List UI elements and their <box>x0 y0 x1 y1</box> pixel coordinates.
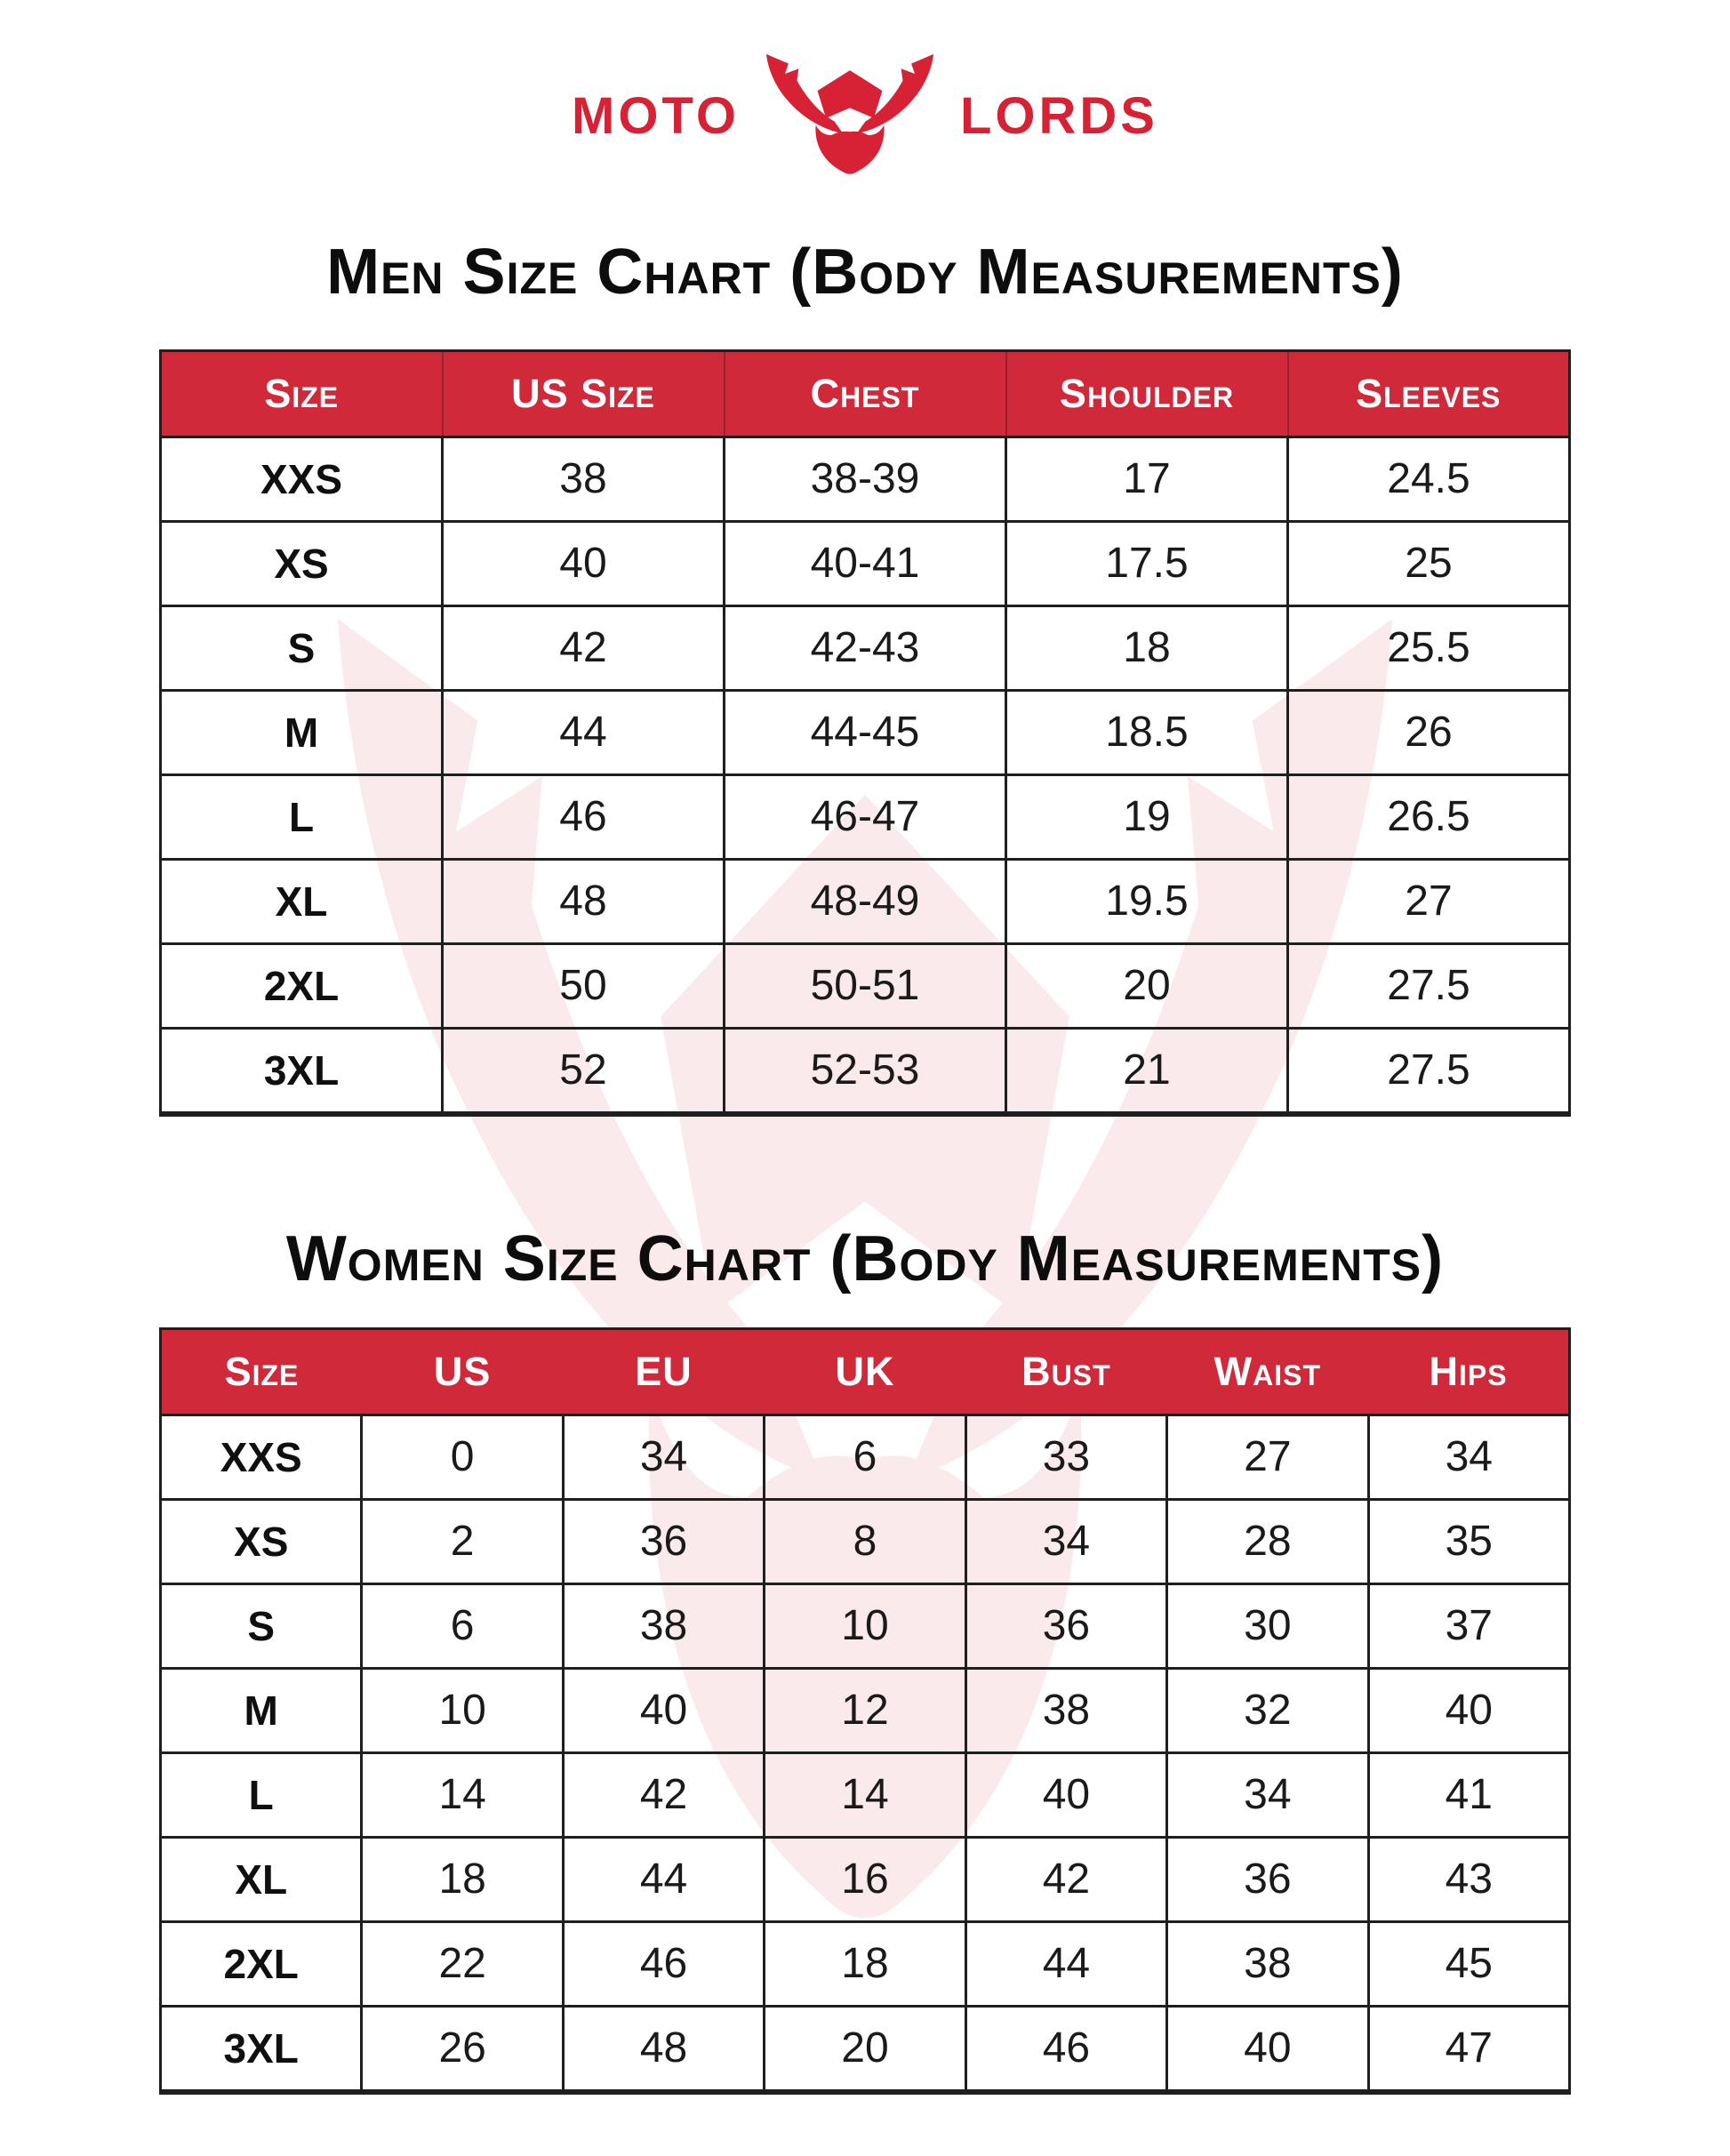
table-row <box>161 859 1570 943</box>
value-cell: 37 <box>1368 1583 1569 1668</box>
value-cell: 20 <box>1006 943 1288 1028</box>
women-size-table <box>159 1327 1571 2095</box>
bull-head-icon <box>763 52 937 180</box>
size-cell: 3XL <box>161 2006 362 2092</box>
value-cell: 16 <box>765 1837 965 1921</box>
column-header: Sleeves <box>1288 350 1570 437</box>
column-header: Waist <box>1167 1328 1368 1415</box>
column-header: Bust <box>965 1328 1166 1415</box>
size-cell: XS <box>161 521 443 605</box>
value-cell: 52 <box>443 1028 725 1114</box>
table-row <box>161 1415 1570 1499</box>
men-chart-title: Men Size Chart (Body Measurements) <box>326 236 1404 308</box>
value-cell: 38-39 <box>725 437 1006 521</box>
value-cell: 42-43 <box>725 605 1006 690</box>
women-table-body <box>161 1415 1570 2092</box>
column-header: Chest <box>725 350 1006 437</box>
value-cell: 48-49 <box>725 859 1006 943</box>
value-cell: 52-53 <box>725 1028 1006 1114</box>
value-cell: 48 <box>443 859 725 943</box>
table-row <box>161 1752 1570 1837</box>
value-cell: 40 <box>563 1668 764 1752</box>
value-cell: 18 <box>765 1921 965 2006</box>
value-cell: 12 <box>765 1668 965 1752</box>
value-cell: 36 <box>965 1583 1166 1668</box>
value-cell: 30 <box>1167 1583 1368 1668</box>
value-cell: 34 <box>1368 1415 1569 1499</box>
value-cell: 20 <box>765 2006 965 2092</box>
value-cell: 6 <box>765 1415 965 1499</box>
value-cell: 21 <box>1006 1028 1288 1114</box>
table-row <box>161 1028 1570 1114</box>
value-cell: 27.5 <box>1288 943 1570 1028</box>
value-cell: 6 <box>362 1583 563 1668</box>
value-cell: 42 <box>443 605 725 690</box>
size-cell: XXS <box>161 437 443 521</box>
value-cell: 38 <box>965 1668 1166 1752</box>
table-row <box>161 1499 1570 1583</box>
value-cell: 50-51 <box>725 943 1006 1028</box>
size-cell: XS <box>161 1499 362 1583</box>
value-cell: 18 <box>1006 605 1288 690</box>
value-cell: 46 <box>443 774 725 859</box>
size-cell: M <box>161 690 443 774</box>
header-row <box>161 1328 1570 1415</box>
value-cell: 42 <box>965 1837 1166 1921</box>
size-cell: L <box>161 1752 362 1837</box>
value-cell: 44 <box>965 1921 1166 2006</box>
value-cell: 40 <box>965 1752 1166 1837</box>
value-cell: 17 <box>1006 437 1288 521</box>
logo-word-moto: MOTO <box>572 86 740 145</box>
column-header: Hips <box>1368 1328 1569 1415</box>
column-header: Shoulder <box>1006 350 1288 437</box>
value-cell: 24.5 <box>1288 437 1570 521</box>
value-cell: 38 <box>1167 1921 1368 2006</box>
value-cell: 0 <box>362 1415 563 1499</box>
value-cell: 35 <box>1368 1499 1569 1583</box>
table-row <box>161 437 1570 521</box>
value-cell: 42 <box>563 1752 764 1837</box>
size-cell: 2XL <box>161 943 443 1028</box>
value-cell: 25.5 <box>1288 605 1570 690</box>
size-cell: S <box>161 1583 362 1668</box>
value-cell: 17.5 <box>1006 521 1288 605</box>
value-cell: 40 <box>1167 2006 1368 2092</box>
size-cell: 3XL <box>161 1028 443 1114</box>
column-header: US <box>362 1328 563 1415</box>
size-cell: L <box>161 774 443 859</box>
value-cell: 26 <box>1288 690 1570 774</box>
value-cell: 48 <box>563 2006 764 2092</box>
value-cell: 41 <box>1368 1752 1569 1837</box>
value-cell: 14 <box>765 1752 965 1837</box>
table-row <box>161 943 1570 1028</box>
value-cell: 2 <box>362 1499 563 1583</box>
value-cell: 44 <box>443 690 725 774</box>
value-cell: 19.5 <box>1006 859 1288 943</box>
value-cell: 40-41 <box>725 521 1006 605</box>
value-cell: 44-45 <box>725 690 1006 774</box>
logo-word-lords: LORDS <box>959 86 1158 145</box>
table-row <box>161 1668 1570 1752</box>
size-cell: XXS <box>161 1415 362 1499</box>
men-table-body <box>161 437 1570 1114</box>
value-cell: 14 <box>362 1752 563 1837</box>
size-cell: 2XL <box>161 1921 362 2006</box>
value-cell: 27.5 <box>1288 1028 1570 1114</box>
value-cell: 34 <box>1167 1752 1368 1837</box>
value-cell: 18 <box>362 1837 563 1921</box>
women-table-header <box>161 1328 1570 1415</box>
men-size-table <box>159 349 1571 1117</box>
value-cell: 38 <box>443 437 725 521</box>
table-row <box>161 1837 1570 1921</box>
brand-logo <box>0 0 1730 180</box>
table-row <box>161 1921 1570 2006</box>
women-chart-title: Women Size Chart (Body Measurements) <box>285 1222 1445 1294</box>
value-cell: 44 <box>563 1837 764 1921</box>
value-cell: 40 <box>1368 1668 1569 1752</box>
value-cell: 26.5 <box>1288 774 1570 859</box>
column-header: Size <box>161 1328 362 1415</box>
table-row <box>161 774 1570 859</box>
value-cell: 19 <box>1006 774 1288 859</box>
table-row <box>161 2006 1570 2092</box>
size-cell: XL <box>161 1837 362 1921</box>
size-cell: M <box>161 1668 362 1752</box>
value-cell: 27 <box>1167 1415 1368 1499</box>
column-header: US Size <box>443 350 725 437</box>
value-cell: 40 <box>443 521 725 605</box>
value-cell: 22 <box>362 1921 563 2006</box>
column-header: EU <box>563 1328 764 1415</box>
value-cell: 27 <box>1288 859 1570 943</box>
value-cell: 47 <box>1368 2006 1569 2092</box>
men-table-header <box>161 350 1570 437</box>
value-cell: 26 <box>362 2006 563 2092</box>
size-cell: S <box>161 605 443 690</box>
value-cell: 43 <box>1368 1837 1569 1921</box>
value-cell: 34 <box>965 1499 1166 1583</box>
value-cell: 34 <box>563 1415 764 1499</box>
size-cell: XL <box>161 859 443 943</box>
value-cell: 46 <box>965 2006 1166 2092</box>
value-cell: 32 <box>1167 1668 1368 1752</box>
value-cell: 50 <box>443 943 725 1028</box>
table-row <box>161 690 1570 774</box>
value-cell: 36 <box>563 1499 764 1583</box>
value-cell: 8 <box>765 1499 965 1583</box>
value-cell: 46-47 <box>725 774 1006 859</box>
header-row <box>161 350 1570 437</box>
column-header: Size <box>161 350 443 437</box>
value-cell: 10 <box>765 1583 965 1668</box>
value-cell: 28 <box>1167 1499 1368 1583</box>
value-cell: 18.5 <box>1006 690 1288 774</box>
value-cell: 36 <box>1167 1837 1368 1921</box>
table-row <box>161 1583 1570 1668</box>
value-cell: 45 <box>1368 1921 1569 2006</box>
value-cell: 38 <box>563 1583 764 1668</box>
value-cell: 33 <box>965 1415 1166 1499</box>
column-header: UK <box>765 1328 965 1415</box>
table-row <box>161 521 1570 605</box>
value-cell: 10 <box>362 1668 563 1752</box>
value-cell: 25 <box>1288 521 1570 605</box>
table-row <box>161 605 1570 690</box>
value-cell: 46 <box>563 1921 764 2006</box>
